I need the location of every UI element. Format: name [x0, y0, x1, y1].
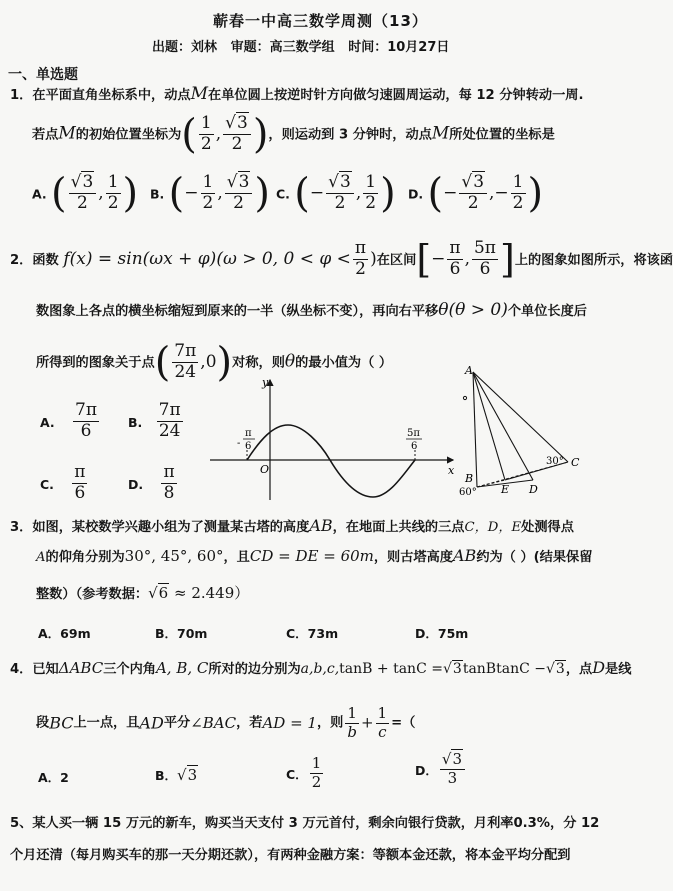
- q3-ref: ≈ 2.449）: [173, 584, 250, 602]
- q4-three-b: 3: [555, 661, 565, 677]
- q1-option-b[interactable]: B. (− $\frac{1}{2}$ , $\frac{√3}{2}$ ): [150, 170, 271, 216]
- q2-opt-a-label: A.: [40, 414, 55, 430]
- q2-close: ): [370, 248, 377, 269]
- q2-line2: [36, 302, 587, 319]
- q3-text-1: 3．如图，某校数学兴趣小组为了测量某古塔的高度: [10, 520, 310, 535]
- q1-line2: [32, 111, 555, 157]
- right-tick-den: 6: [411, 441, 418, 452]
- y-label: y: [262, 376, 269, 389]
- q3-text-1c: 处测得点: [521, 520, 574, 535]
- tower-figure: [455, 362, 605, 510]
- label-d: D: [529, 483, 538, 496]
- q2-interval-text: 在区间: [376, 252, 417, 268]
- q4-option-a[interactable]: A．2: [38, 770, 69, 785]
- q5-line2: 个月还清（每月购买车的那一天分期还款），有两种金融方案：等额本金还款，将本金平均分配到: [10, 848, 571, 863]
- q4-opt-d-label: D．: [415, 762, 438, 778]
- q4-one-b: 1: [377, 704, 388, 722]
- q3-eq: CD = DE = 60m: [249, 547, 374, 565]
- q1-text-2d: 所处位置的坐标是: [449, 127, 555, 143]
- label-e: E: [501, 483, 510, 496]
- q4-eq2: tanBtanC −: [462, 661, 546, 677]
- q3-option-b[interactable]: B．70m: [155, 626, 208, 641]
- q4-opt-b-label: B．: [155, 768, 178, 783]
- q1-text-2c: ，则运动到 3 分钟时，动点: [268, 127, 432, 143]
- q4-text-1b: 三个内角: [103, 662, 156, 677]
- q1-text: 1．在平面直角坐标系中，动点: [10, 88, 191, 103]
- q3-option-a[interactable]: A．69m: [38, 626, 91, 641]
- q3-cde: C，D，E: [464, 520, 522, 535]
- q2-option-d[interactable]: [128, 464, 179, 503]
- q2-func: f(x) = sin(ωx + φ)(ω > 0, 0 < φ <: [63, 248, 351, 269]
- edge-ae: [473, 372, 505, 480]
- q2-theta: θ: [284, 351, 296, 372]
- q2-d-num: π: [163, 462, 175, 482]
- label-b: B: [465, 472, 474, 485]
- q1-var-m: M: [190, 84, 209, 104]
- q2-interval: [− $\frac{\pi}{6}$ , $\frac{5\pi}{6}$ ]: [416, 237, 515, 282]
- q4-bc: BC: [49, 713, 74, 733]
- q2-pi: π: [354, 238, 367, 258]
- q1-init-coord: ( $\frac{1}{2}$ , $\frac{√3}{2}$ ): [181, 111, 269, 157]
- q3-text-2e: 约为（ ）(结果保留: [476, 550, 593, 565]
- sine-curve: [247, 425, 418, 497]
- q4-text-2e: ，则: [316, 715, 344, 731]
- q2-theta-cond: θ(θ > 0): [438, 300, 508, 320]
- q3-option-c[interactable]: C．73m: [286, 626, 339, 641]
- q4-text-1d: ，点: [565, 662, 593, 677]
- q2-pt-den: 24: [174, 361, 197, 382]
- q2-option-c[interactable]: [40, 464, 89, 503]
- q4-text-1e: 是线: [605, 662, 632, 677]
- dot-mark: [463, 396, 466, 399]
- q4-text-2d: ，若: [236, 715, 263, 731]
- q4-text-2f: =（: [391, 715, 416, 731]
- q4-triangle: ΔABC: [58, 659, 104, 677]
- q3-line2: [36, 548, 592, 564]
- q2-text-3a: 所得到的图象关于点: [36, 355, 155, 371]
- q4-d-den: 3: [447, 768, 458, 787]
- q2-opt-d-label: D.: [128, 476, 144, 492]
- q3-line3: 整数）（参考数据：√6 ≈ 2.449）: [36, 584, 250, 602]
- q4-line2: [36, 706, 415, 741]
- q1-option-d[interactable]: D. (− $\frac{√3}{2}$ ,− $\frac{1}{2}$ ): [408, 170, 544, 216]
- q3-option-d[interactable]: D．75m: [415, 626, 469, 641]
- q2-a-num: 7π: [75, 400, 98, 420]
- q4-ad1: AD = 1: [262, 713, 317, 732]
- author-label: 出题：刘林: [152, 40, 218, 55]
- q2-b-den: 24: [158, 420, 181, 441]
- q2-two: 2: [355, 258, 366, 279]
- exam-meta: [152, 36, 449, 55]
- q4-eq: tanB + tanC =: [339, 661, 443, 677]
- q3-text-3: 整数）（参考数据：: [36, 587, 149, 602]
- q4-ad: AD: [139, 713, 164, 733]
- q3-ab: AB: [309, 516, 333, 535]
- q3-six: 6: [158, 584, 169, 602]
- angle-60-label: 60°: [459, 487, 477, 498]
- q3-ab-2: AB: [453, 546, 477, 565]
- q2-text-2b: 个单位长度后: [507, 304, 587, 319]
- q4-one-a: 1: [347, 704, 357, 722]
- q4-option-b[interactable]: B．√3: [155, 766, 198, 784]
- label-a: A: [465, 364, 473, 377]
- q3-line1: [10, 518, 574, 534]
- q4-line1: 4．已知ΔABC三个内角A, B, C所对的边分别为a,b,c,tanB + tanC =√3tanBtanC −√3，点D是线: [10, 658, 632, 677]
- section-title: 一、单选题: [8, 67, 78, 83]
- sine-graph: [205, 370, 460, 505]
- q2-line3: 所得到的图象关于点( $\frac{7\pi}{24}$ ,0)对称，则θ的最小值为（ ）: [36, 339, 393, 385]
- q1-opt-b-label: B.: [150, 186, 165, 202]
- angle-30-label: 30°: [546, 456, 564, 467]
- q4-sides: a,b,c,: [300, 661, 340, 677]
- q1-opt-c-label: C.: [276, 186, 290, 202]
- q2-opt-b-label: B.: [128, 414, 143, 430]
- q2-d-den: 8: [163, 482, 175, 503]
- left-tick-den: 6: [245, 441, 252, 452]
- q2-pt-num: 7π: [174, 340, 197, 361]
- x-label: x: [448, 464, 455, 477]
- q4-opt-c-label: C．: [286, 766, 308, 782]
- q4-d: D: [592, 658, 606, 677]
- q4-opt-b-three: 3: [187, 766, 198, 784]
- q2-option-a[interactable]: [40, 402, 101, 441]
- right-tick-num: 5π: [407, 428, 420, 439]
- q4-three-a: 3: [452, 661, 462, 677]
- q1-var-m3: M: [431, 123, 450, 144]
- q4-bac: ∠BAC: [190, 713, 237, 732]
- q4-option-c[interactable]: [286, 756, 325, 791]
- q4-option-d[interactable]: D． $\frac{√3}{3}$: [415, 752, 467, 787]
- q1-opt-d-label: D.: [408, 186, 424, 202]
- q3-text-2b: 的仰角分别为: [45, 550, 125, 565]
- reviewer-label: 审题：高三数学组: [230, 40, 335, 55]
- edge-ac: [473, 372, 568, 462]
- q4-angles: A, B, C: [155, 659, 209, 677]
- q2-text-3b: 对称，则: [232, 355, 285, 371]
- q1-text-b: 在单位圆上按逆时针方向做匀速圆周运动，每 12 分钟转动一周.: [208, 88, 584, 103]
- q4-c: c: [378, 722, 387, 741]
- q2-text-2: 数图象上各点的横坐标缩短到原来的一半（纵坐标不变），再向右平移: [36, 304, 439, 319]
- edge-ad: [473, 372, 533, 480]
- q2-option-b[interactable]: [128, 402, 185, 441]
- q2-c-den: 6: [74, 482, 86, 503]
- q4-c-den: 2: [311, 772, 322, 791]
- q2-text-1a: 2．函数: [10, 252, 59, 268]
- q4-opt-d-three: 3: [452, 750, 462, 768]
- time-label: 时间：10月27日: [348, 40, 450, 55]
- q4-text-1a: 4．已知: [10, 662, 59, 677]
- q2-pt-y: 0: [205, 351, 217, 372]
- edge-ab: [473, 372, 477, 487]
- q4-text-2b: 上一点，且: [73, 715, 140, 731]
- q1-text-2b: 的初始位置坐标为: [75, 127, 182, 143]
- q4-plus: +: [360, 713, 374, 732]
- label-c: C: [571, 456, 580, 469]
- origin-label: O: [260, 463, 270, 476]
- q3-text-1b: ，在地面上共线的三点: [332, 520, 465, 535]
- q1-option-c[interactable]: C. (− $\frac{√3}{2}$ , $\frac{1}{2}$ ): [276, 170, 396, 216]
- q3-text-2d: ，则古塔高度: [373, 550, 453, 565]
- q2-c-num: π: [74, 462, 86, 482]
- q2-line1: [10, 237, 673, 282]
- q5-line1: 5、某人买一辆 15 万元的新车，购买当天支付 3 万元首付，剩余向银行贷款，月利率0.3%，分 12: [10, 816, 600, 831]
- q3-a: A: [36, 550, 46, 565]
- page-title: 蕲春一中高三数学周测（13）: [213, 12, 428, 30]
- q2-b-num: 7π: [158, 400, 181, 420]
- q4-text-2c: 平分: [163, 715, 191, 731]
- q3-angles: 30°, 45°, 60°: [124, 547, 224, 565]
- q4-text-2a: 段: [36, 715, 50, 731]
- q4-c-num: 1: [311, 754, 322, 772]
- q4-text-1c: 所对的边分别为: [208, 662, 301, 677]
- left-tick-num: π: [245, 428, 252, 439]
- q2-opt-c-label: C.: [40, 476, 54, 492]
- q1-option-a[interactable]: A. ( $\frac{√3}{2}$ , $\frac{1}{2}$ ): [32, 170, 139, 216]
- q3-text-2c: ，且: [223, 550, 250, 565]
- q2-a-den: 6: [80, 420, 92, 441]
- q1-line1: [10, 86, 583, 103]
- q2-text-1b: 上的图象如图所示，将该函: [514, 252, 673, 268]
- q1-opt-a-label: A.: [32, 186, 47, 202]
- q1-text-2a: 若点: [32, 127, 59, 143]
- q1-var-m2: M: [58, 123, 76, 144]
- left-tick-minus: -: [237, 438, 241, 449]
- q4-b: b: [347, 722, 357, 741]
- q2-text-3c: 的最小值为（ ）: [295, 355, 393, 371]
